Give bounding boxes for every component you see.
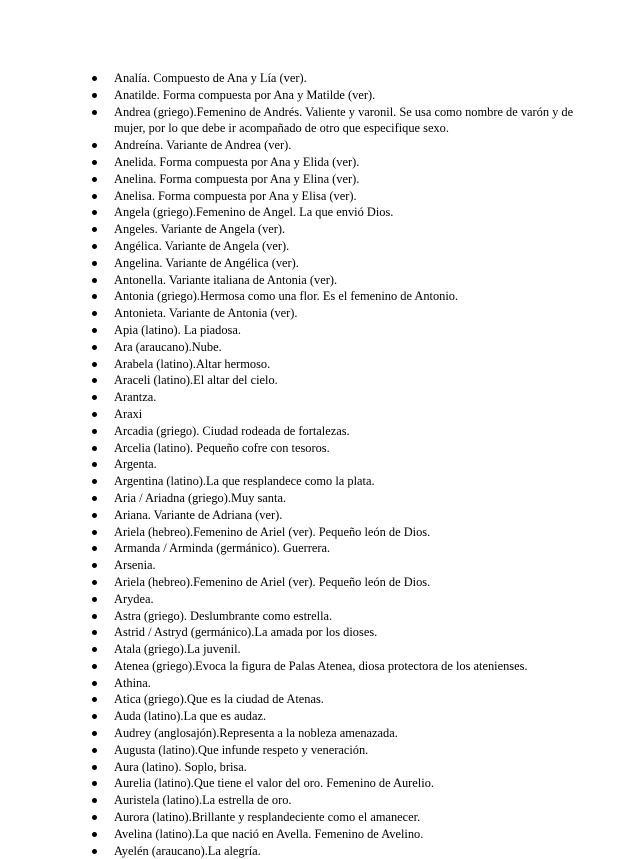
entry-text: Arantza. [114,390,157,405]
bullet-icon [92,378,97,383]
name-list [90,70,590,859]
bullet-icon [92,765,97,770]
bullet-icon [92,647,97,652]
bullet-icon [92,563,97,568]
entry-text: Antonella. Variante italiana de Antonia (ver). [114,272,338,287]
bullet-icon [92,395,97,400]
bullet-icon [92,244,97,249]
entry-text: Arcadia (griego). Ciudad rodeada de fortalezas. [114,423,350,438]
bullet-icon [92,479,97,484]
list-item [90,843,590,859]
entry-text: Audrey (anglosajón).Representa a la nobleza amenazada. [114,726,398,741]
list-item [90,826,590,843]
list-item [90,591,590,608]
list-item [90,255,590,272]
bullet-icon [92,210,97,215]
entry-text: Ariela (hebreo).Femenino de Ariel (ver). Pequeño león de Dios. [114,574,431,589]
bullet-icon [92,160,97,165]
list-item [90,356,590,373]
entry-text: Arcelia (latino). Pequeño cofre con tesoros. [114,440,330,455]
entry-text: Atala (griego).La juvenil. [114,642,241,657]
list-item [90,70,590,87]
entry-text: Anatilde. Forma compuesta por Ana y Matilde (ver). [114,87,376,102]
list-item [90,557,590,574]
bullet-icon [92,412,97,417]
list-item [90,322,590,339]
list-item [90,574,590,591]
list-item [90,759,590,776]
bullet-icon [92,614,97,619]
bullet-icon [92,546,97,551]
bullet-icon [92,731,97,736]
entry-text: Anelisa. Forma compuesta por Ana y Elisa (ver). [114,188,357,203]
list-item [90,440,590,457]
entry-text: Angélica. Variante de Angela (ver). [114,238,290,253]
entry-text: Araceli (latino).El altar del cielo. [114,373,278,388]
bullet-icon [92,110,97,115]
bullet-icon [92,681,97,686]
list-item [90,272,590,289]
entry-text: Antonieta. Variante de Antonia (ver). [114,306,298,321]
list-item [90,238,590,255]
entry-text: Argentina (latino).La que resplandece como la plata. [114,474,375,489]
bullet-icon [92,177,97,182]
bullet-icon [92,76,97,81]
entry-text: Aurora (latino).Brillante y resplandeciente como el amanecer. [114,810,421,825]
bullet-icon [92,462,97,467]
list-item [90,641,590,658]
list-item [90,473,590,490]
list-item [90,137,590,154]
bullet-icon [92,530,97,535]
entry-text: Ara (araucano).Nube. [114,339,222,354]
list-item [90,792,590,809]
list-item [90,372,590,389]
list-item [90,608,590,625]
bullet-icon [92,278,97,283]
list-item [90,624,590,641]
list-item [90,524,590,541]
list-item [90,540,590,557]
bullet-icon [92,194,97,199]
bullet-icon [92,597,97,602]
entry-text: Angela (griego).Femenino de Angel. La que envió Dios. [114,205,394,220]
entry-text: Atenea (griego).Evoca la figura de Palas Atenea, diosa protectora de los atenienses. [114,658,528,673]
list-item [90,775,590,792]
entry-text: Apia (latino). La piadosa. [114,322,241,337]
bullet-icon [92,815,97,820]
entry-text: Auda (latino).La que es audaz. [114,709,267,724]
list-item [90,708,590,725]
bullet-icon [92,311,97,316]
bullet-icon [92,849,97,854]
entry-text: Angelina. Variante de Angélica (ver). [114,255,299,270]
bullet-icon [92,798,97,803]
list-item [90,456,590,473]
entry-text: Ariela (hebreo).Femenino de Ariel (ver). Pequeño león de Dios. [114,524,431,539]
list-item [90,658,590,675]
bullet-icon [92,496,97,501]
list-item [90,742,590,759]
entry-text: Avelina (latino).La que nació en Avella. Femenino de Avelino. [114,826,424,841]
bullet-icon [92,714,97,719]
entry-text: Argenta. [114,457,157,472]
bullet-icon [92,261,97,266]
bullet-icon [92,513,97,518]
bullet-icon [92,93,97,98]
entry-text: Andrea (griego).Femenino de Andrés. Valiente y varonil. Se usa como nombre de varón y de mujer, por lo que debe ir acompañado de otro que especifique sexo. [114,104,574,136]
list-item [90,87,590,104]
bullet-icon [92,345,97,350]
bullet-icon [92,630,97,635]
entry-text: Athina. [114,675,151,690]
list-item [90,171,590,188]
entry-text: Atica (griego).Que es la ciudad de Atenas. [114,692,324,707]
list-item [90,188,590,205]
entry-text: Ariana. Variante de Adriana (ver). [114,507,283,522]
list-item [90,104,590,138]
bullet-icon [92,143,97,148]
list-item [90,288,590,305]
bullet-icon [92,227,97,232]
list-item [90,423,590,440]
bullet-icon [92,664,97,669]
bullet-icon [92,362,97,367]
entry-text: Arydea. [114,591,154,606]
list-item [90,406,590,423]
list-item [90,691,590,708]
entry-text: Antonia (griego).Hermosa como una flor. Es el femenino de Antonio. [114,289,459,304]
bullet-icon [92,580,97,585]
bullet-icon [92,781,97,786]
entry-text: Anelida. Forma compuesta por Ana y Elida (ver). [114,154,360,169]
entry-text: Astra (griego). Deslumbrante como estrella. [114,608,333,623]
list-item [90,305,590,322]
list-item [90,389,590,406]
list-item [90,490,590,507]
bullet-icon [92,446,97,451]
bullet-icon [92,429,97,434]
list-item [90,725,590,742]
entry-text: Araxi [114,406,143,421]
entry-text: Armanda / Arminda (germánico). Guerrera. [114,541,331,556]
entry-text: Astrid / Astryd (germánico).La amada por los dioses. [114,625,378,640]
list-item [90,507,590,524]
entry-text: Augusta (latino).Que infunde respeto y veneración. [114,742,369,757]
entry-text: Aura (latino). Soplo, brisa. [114,759,247,774]
list-item [90,675,590,692]
bullet-icon [92,832,97,837]
list-item [90,809,590,826]
entry-text: Arabela (latino).Altar hermoso. [114,356,271,371]
list-item [90,154,590,171]
entry-text: Auristela (latino).La estrella de oro. [114,793,292,808]
entry-text: Angeles. Variante de Angela (ver). [114,222,286,237]
bullet-icon [92,697,97,702]
list-item [90,339,590,356]
bullet-icon [92,294,97,299]
entry-text: Aurelia (latino).Que tiene el valor del oro. Femenino de Aurelio. [114,776,434,791]
list-item [90,204,590,221]
bullet-icon [92,328,97,333]
entry-text: Analía. Compuesto de Ana y Lía (ver). [114,71,307,85]
list-item [90,221,590,238]
entry-text: Aria / Ariadna (griego).Muy santa. [114,490,287,505]
entry-text: Arsenia. [114,558,156,573]
entry-text: Ayelén (araucano).La alegría. [114,843,261,858]
entry-text: Andreína. Variante de Andrea (ver). [114,138,292,153]
entry-text: Anelina. Forma compuesta por Ana y Elina (ver). [114,171,360,186]
bullet-icon [92,748,97,753]
